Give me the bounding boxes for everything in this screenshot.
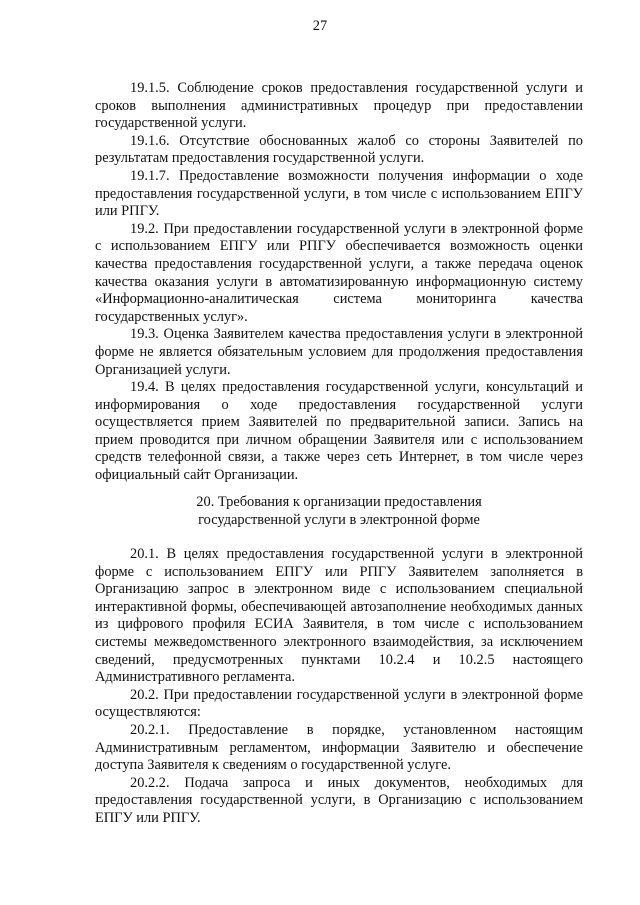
paragraph-19-2: 19.2. При предоставлении государственной услуги в электронной форме с использованием ЕПГУ или РПГУ обеспечивается возможность оценки качества предоставления государственной услуги, а также передача оценок качества оказания услуги в автоматизированную информационную систему «Информационно-аналитическая система мониторинга качества государственных услуг». xyxy=(95,220,583,325)
section-20-heading xyxy=(95,494,583,529)
paragraph-19-3: 19.3. Оценка Заявителем качества предоставления услуги в электронной форме не является обязательным условием для продолжения предоставления Организацией услуги. xyxy=(95,326,583,378)
paragraphs-section-19 xyxy=(95,80,583,485)
paragraphs-section-20 xyxy=(95,546,583,828)
paragraph-20-2: 20.2. При предоставлении государственной услуги в электронной форме осуществляются: xyxy=(95,686,583,721)
section-heading-line-1: 20. Требования к организации предоставления xyxy=(196,494,482,510)
paragraph-19-1-7: 19.1.7. Предоставление возможности получения информации о ходе предоставления государственной услуги, в том числе с использованием ЕПГУ или РПГУ. xyxy=(95,167,583,220)
paragraph-20-1: 20.1. В целях предоставления государственной услуги в электронной форме с использованием ЕПГУ или РПГУ Заявителем заполняется в Организацию запрос в электронном виде с использованием специальной интерактивной формы, обеспечивающей автозаполнение необходимых данных из цифрового профиля ЕСИА Заявителя, в том числе с использованием системы межведомственного электронного взаимодействия, за исключением сведений, предусмотренных пунктами 10.2.4 и 10.2.5 настоящего Административного регламента. xyxy=(95,546,583,686)
paragraph-20-2-1: 20.2.1. Предоставление в порядке, установленном настоящим Административным регламентом, информации Заявителю и обеспечение доступа Заявителя к сведениям о государственной услуге. xyxy=(95,721,583,774)
page-number: 27 xyxy=(312,18,328,34)
paragraph-19-1-6: 19.1.6. Отсутствие обоснованных жалоб со стороны Заявителей по результатам предоставления государственной услуги. xyxy=(95,132,583,167)
section-heading-line-2: государственной услуги в электронной форме xyxy=(198,511,480,528)
paragraph-19-4: 19.4. В целях предоставления государственной услуги, консультаций и информирования о ходе предоставления государственной услуги осуществляется прием Заявителей по предварительной записи. Запись на прием проводится при личном обращении Заявителя или с использованием средств телефонной связи, а также через сеть Интернет, в том числе через официальный сайт Организации. xyxy=(95,379,583,484)
paragraph-20-2-2: 20.2.2. Подача запроса и иных документов, необходимых для предоставления государственной услуги, в Организацию с использованием ЕПГУ или РПГУ. xyxy=(95,774,583,826)
paragraph-19-1-5: 19.1.5. Соблюдение сроков предоставления государственной услуги и сроков выполнения административных процедур при предоставлении государственной услуги. xyxy=(95,80,583,132)
